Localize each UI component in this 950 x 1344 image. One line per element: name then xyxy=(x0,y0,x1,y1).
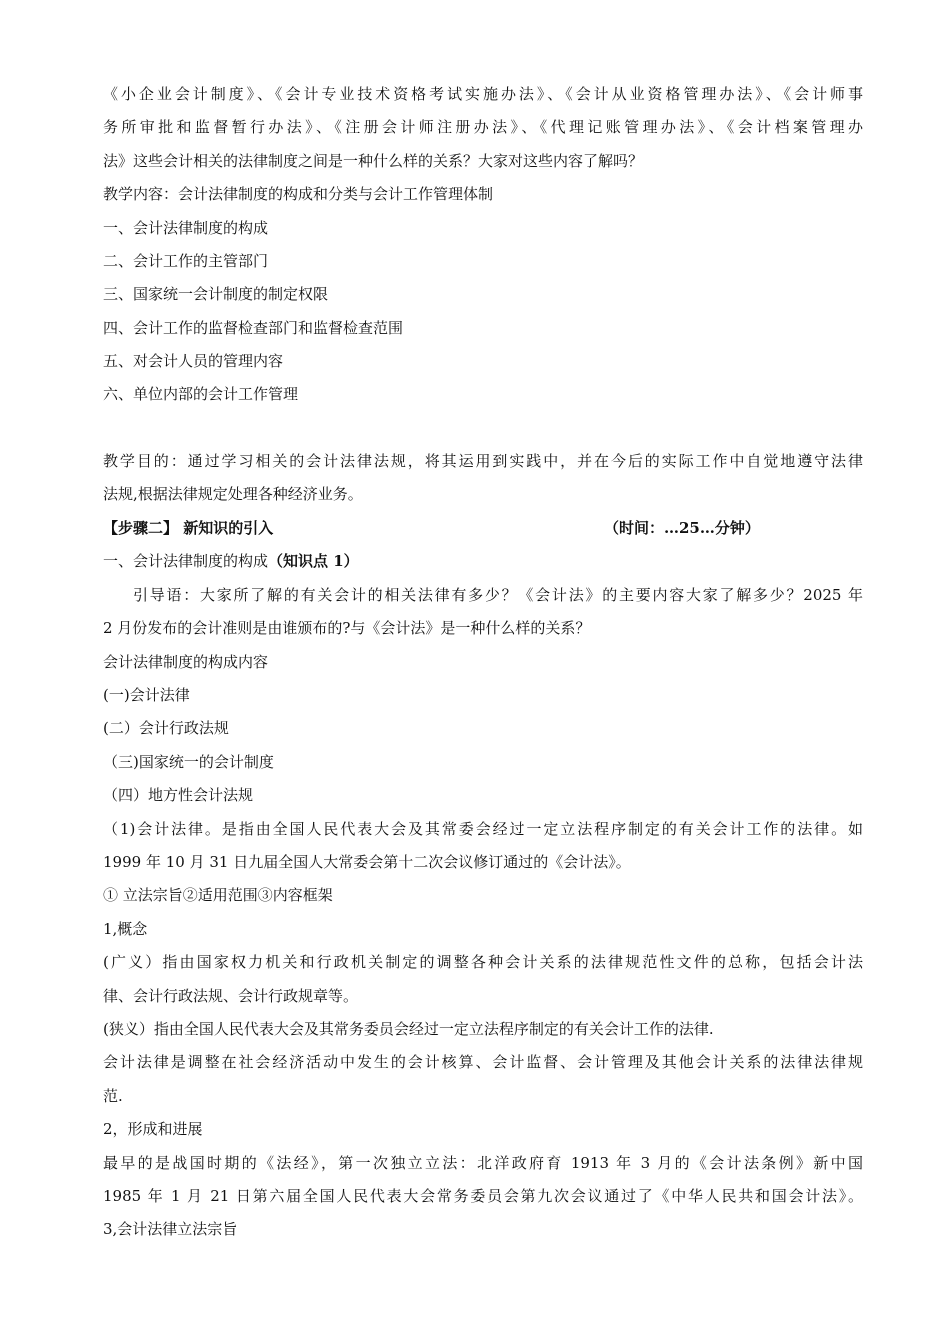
guide-text-line: 2 月份发布的会计准则是由谁颁布的?与《会计法》是一种什么样的关系？ xyxy=(103,619,591,637)
section-title: 一、会计法律制度的构成 xyxy=(103,552,269,570)
teaching-content-line: 教学内容：会计法律制度的构成和分类与会计工作管理体制 xyxy=(103,185,494,203)
subheading: 3,会计法律立法宗旨 xyxy=(103,1220,238,1238)
body-text-line: 律、会计行政法规、会计行政规章等。 xyxy=(103,987,359,1005)
body-text-line: 法》这些会计相关的法律制度之间是一种什么样的关系？大家对这些内容了解吗？ xyxy=(103,152,644,170)
body-text-line: 务所审批和监督暂行办法》、《注册会计师注册办法》、《代理记账管理办法》、《会计档案管理办 xyxy=(103,118,863,136)
step-time: （时间：…25…分钟） xyxy=(604,519,760,537)
guide-text-line: 引导语：大家所了解的有关会计的相关法律有多少？《会计法》的主要内容大家了解多少？2025 年 xyxy=(133,586,863,604)
subheading: 2，形成和进展 xyxy=(103,1120,203,1138)
outline-item: 二、会计工作的主管部门 xyxy=(103,252,269,270)
body-text-line: 1985 年 1 月 21 日第六届全国人民代表大会常务委员会第九次会议通过了《中华人民共和国会计法》。 xyxy=(103,1187,863,1205)
outline-item: 四、会计工作的监督检查部门和监督检查范围 xyxy=(103,319,404,337)
body-text-line: ① 立法宗旨②适用范围③内容框架 xyxy=(103,886,333,904)
subheading: 1,概念 xyxy=(103,920,148,938)
step-heading: 【步骤二】 新知识的引入 xyxy=(103,519,274,537)
body-text-line: 最早的是战国时期的《法经》，第一次独立立法：北洋政府育 1913 年 3 月的《会计法条例》新中国 xyxy=(103,1154,863,1172)
outline-item: 一、会计法律制度的构成 xyxy=(103,219,269,237)
body-text-line: (狭义）指由全国人民代表大会及其常务委员会经过一定立法程序制定的有关会计工作的法律. xyxy=(103,1020,714,1038)
section-heading xyxy=(103,551,863,571)
body-text-line: 1999 年 10 月 31 日九届全国人大常委会第十二次会议修订通过的《会计法》。 xyxy=(103,853,631,871)
outline-item: 五、对会计人员的管理内容 xyxy=(103,352,284,370)
list-item: （四）地方性会计法规 xyxy=(103,786,254,804)
teaching-goal-line: 教学目的：通过学习相关的会计法律法规，将其运用到实践中，并在今后的实际工作中自觉地遵守法律 xyxy=(103,452,863,470)
list-item: （三)国家统一的会计制度 xyxy=(103,753,274,771)
outline-item: 六、单位内部的会计工作管理 xyxy=(103,385,299,403)
list-item: (一)会计法律 xyxy=(103,686,190,704)
outline-item: 三、国家统一会计制度的制定权限 xyxy=(103,285,329,303)
body-text-line: 会计法律是调整在社会经济活动中发生的会计核算、会计监督、会计管理及其他会计关系的法律法律规 xyxy=(103,1053,863,1071)
body-text-line: （1)会计法律。是指由全国人民代表大会及其常委会经过一定立法程序制定的有关会计工作的法律。如 xyxy=(103,820,863,838)
list-item: (二）会计行政法规 xyxy=(103,719,229,737)
body-text-line: 会计法律制度的构成内容 xyxy=(103,653,269,671)
knowledge-point-tag: （知识点 1） xyxy=(268,552,359,570)
teaching-goal-line: 法规,根据法律规定处理各种经济业务。 xyxy=(103,485,363,503)
body-text-line: (广义）指由国家权力机关和行政机关制定的调整各种会计关系的法律规范性文件的总称，包括会计法 xyxy=(103,953,863,971)
body-text-line: 范. xyxy=(103,1087,123,1105)
body-text-line: 《小企业会计制度》、《会计专业技术资格考试实施办法》、《会计从业资格管理办法》、《会计师事 xyxy=(103,85,863,103)
